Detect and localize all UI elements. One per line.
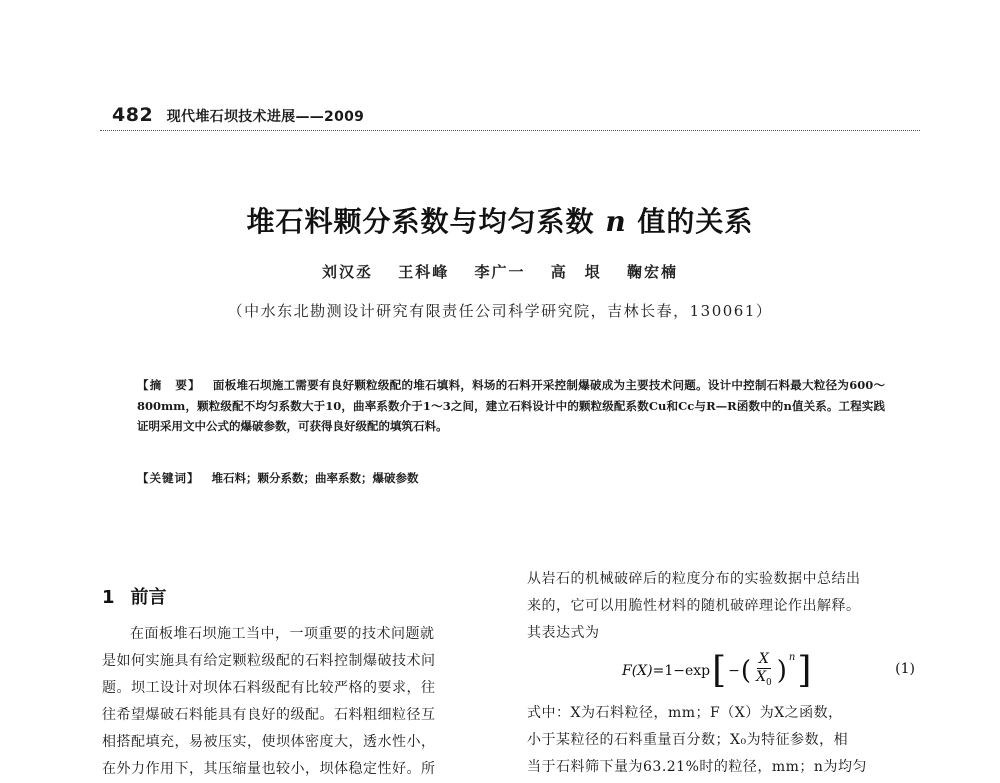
author: 李广一 bbox=[474, 263, 526, 281]
keywords bbox=[137, 470, 885, 486]
paragraph-line: 当于石料筛下量为63.21%时的粒径，mm；n为均匀 bbox=[527, 759, 867, 775]
equation-operator: =1−exp bbox=[652, 663, 711, 679]
abstract-text: 面板堆石坝施工需要有良好颗粒级配的堆石填料，料场的石料开采控制爆破成为主要技术问题。设计中控制石料最大粒径为600～800mm，颗粒级配不均匀系数大于10，曲率系数介于1～3之间，建立石料设计中的颗粒级配系数Cu和Cc与R—R函数中的n值关系。工程实践证明采用文中公式的爆破参数，可获得良好级配的填筑石料。 bbox=[137, 378, 886, 433]
author: 王科峰 bbox=[398, 263, 450, 281]
abstract-label: 【摘 要】 bbox=[137, 378, 201, 392]
equation-exponent: n bbox=[788, 651, 796, 663]
paragraph-line: 小于某粒径的石料重量百分数；X₀为特征参数，相 bbox=[527, 732, 849, 748]
keywords-text: 堆石料；颗分系数；曲率系数；爆破参数 bbox=[211, 471, 419, 485]
paragraph-line: 往希望爆破石料能具有良好的级配。石料粗细粒径互 bbox=[102, 707, 436, 723]
right-column-body-top bbox=[527, 566, 919, 647]
paragraph-line: 式中：X为石料粒径，mm；F（X）为X之函数， bbox=[527, 705, 843, 721]
abstract bbox=[137, 375, 885, 437]
article-title bbox=[0, 200, 1000, 240]
section-title: 前言 bbox=[130, 587, 167, 608]
section-number: 1 bbox=[102, 587, 115, 608]
author-list bbox=[0, 261, 1000, 282]
equation-1 bbox=[527, 645, 919, 697]
paragraph-line: 是如何实施具有给定颗粒级配的石料控制爆破技术问 bbox=[102, 653, 436, 669]
header-divider bbox=[100, 130, 920, 131]
right-column-body-bottom bbox=[527, 700, 919, 781]
paragraph-line: 在面板堆石坝施工当中，一项重要的技术问题就 bbox=[130, 626, 435, 642]
title-variable: n bbox=[605, 205, 627, 238]
keywords-label: 【关键词】 bbox=[137, 471, 200, 485]
author: 刘汉丞 bbox=[321, 263, 373, 281]
running-title: 现代堆石坝技术进展——2009 bbox=[166, 109, 365, 125]
title-text-2: 值的关系 bbox=[637, 205, 754, 238]
title-text-1: 堆石料颗分系数与均匀系数 bbox=[246, 205, 595, 238]
section-heading bbox=[102, 583, 167, 609]
running-header bbox=[112, 104, 364, 126]
page-number: 482 bbox=[112, 104, 154, 126]
fraction-numerator: X bbox=[758, 650, 769, 667]
fraction bbox=[754, 651, 774, 692]
paragraph-line: 其表达式为 bbox=[527, 625, 600, 641]
paragraph-line: 题。坝工设计对坝体石料级配有比较严格的要求，往 bbox=[102, 680, 436, 696]
left-bracket: [ bbox=[712, 650, 727, 691]
author: 鞠宏楠 bbox=[626, 263, 678, 281]
paragraph-line: 相搭配填充，易被压实，使坝体密度大，透水性小， bbox=[102, 734, 436, 750]
paragraph-line: 在外力作用下，其压缩量也较小，坝体稳定性好。所 bbox=[102, 761, 436, 777]
right-bracket: ] bbox=[797, 650, 812, 691]
left-paren: ( bbox=[740, 656, 752, 686]
right-paren: ) bbox=[776, 656, 787, 686]
author: 高 垠 bbox=[550, 263, 602, 281]
left-column-body bbox=[102, 621, 492, 783]
affiliation: （中水东北勘测设计研究有限责任公司科学研究院，吉林长春，130061） bbox=[227, 302, 773, 320]
paragraph-line: 从岩石的机械破碎后的粒度分布的实验数据中总结出 bbox=[527, 571, 861, 587]
equation-minus: − bbox=[728, 663, 740, 679]
fraction-denominator: $X_0$ bbox=[756, 668, 772, 688]
paragraph-line: 来的，它可以用脆性材料的随机破碎理论作出解释。 bbox=[527, 598, 861, 614]
equation-body bbox=[622, 649, 813, 693]
equation-lhs: F(X) bbox=[622, 663, 653, 679]
equation-number: (1) bbox=[895, 661, 915, 677]
